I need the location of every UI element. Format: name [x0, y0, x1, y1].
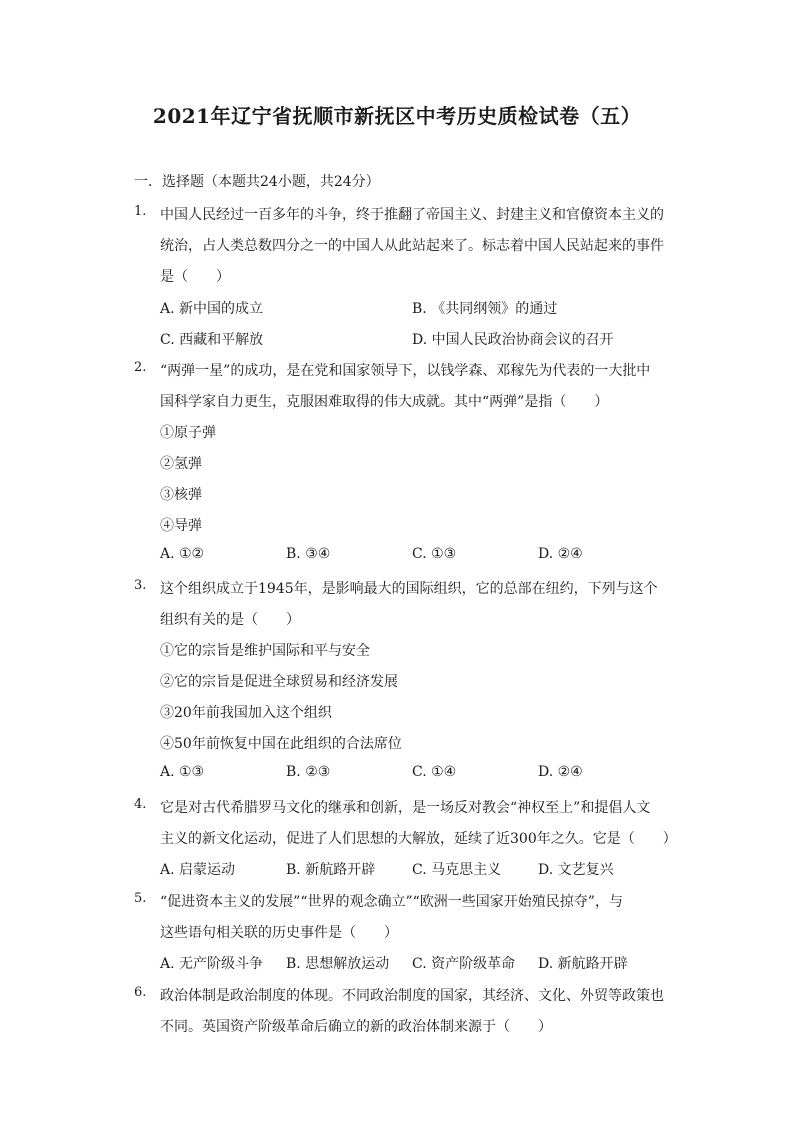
question-text-line: 统治，占人类总数四分之一的中国人从此站起来了。标志着中国人民站起来的事件: [160, 238, 664, 254]
option-d: D. ②④: [538, 546, 583, 562]
option-d: D. 中国人民政治协商会议的召开: [412, 332, 614, 348]
option-a: A. 无产阶级斗争: [160, 956, 264, 972]
option-c: C. ①③: [412, 546, 457, 562]
question-text-line: 主义的新文化运动，促进了人们思想的大解放，延续了近300年之久。它是（ ）: [160, 831, 677, 847]
option-d: D. ②④: [538, 764, 583, 780]
statement-item: ②它的宗旨是促进全球贸易和经济发展: [160, 674, 398, 690]
question-text-line: 是（ ）: [160, 269, 230, 285]
section-heading: 一．选择题（本题共24小题，共24分）: [134, 174, 380, 190]
question-text-line: 国科学家自力更生，克服困难取得的伟大成就。其中“两弹”是指（ ）: [160, 394, 609, 410]
question-number: 2.: [134, 360, 147, 375]
option-c: C. 资产阶级革命: [412, 956, 516, 972]
question-text-line: “促进资本主义的发展”“世界的观念确立”“欧洲一些国家开始殖民掠夺”，与: [160, 894, 623, 910]
option-c: C. 西藏和平解放: [160, 332, 264, 348]
statement-item: ②氢弹: [160, 456, 202, 472]
question-number: 3.: [134, 578, 147, 593]
option-b: B. ③④: [286, 546, 331, 562]
question-text-line: 政治体制是政治制度的体现。不同政治制度的国家，其经济、文化、外贸等政策也: [160, 988, 664, 1004]
option-d: D. 文艺复兴: [538, 862, 614, 878]
question-text-line: 不同。英国资产阶级革命后确立的新的政治体制来源于（ ）: [160, 1019, 552, 1035]
page-title: 2021年辽宁省抚顺市新抚区中考历史质检试卷（五）: [152, 104, 642, 128]
option-a: A. ①③: [160, 764, 205, 780]
option-a: A. 新中国的成立: [160, 301, 264, 317]
option-c: C. ①④: [412, 764, 457, 780]
option-b: B. 思想解放运动: [286, 956, 390, 972]
statement-item: ①原子弹: [160, 425, 216, 441]
option-b: B. ②③: [286, 764, 331, 780]
question-text-line: 组织有关的是（ ）: [160, 612, 300, 628]
option-c: C. 马克思主义: [412, 862, 502, 878]
question-text-line: 中国人民经过一百多年的斗争，终于推翻了帝国主义、封建主义和官僚资本主义的: [160, 207, 664, 223]
statement-item: ④导弹: [160, 518, 202, 534]
statement-item: ③20年前我国加入这个组织: [160, 705, 332, 721]
option-b: B. 《共同纲领》的通过: [412, 301, 558, 317]
statement-item: ④50年前恢复中国在此组织的合法席位: [160, 736, 402, 752]
question-number: 6.: [134, 985, 147, 1000]
option-a: A. ①②: [160, 546, 205, 562]
question-text-line: “两弹一星”的成功，是在党和国家领导下，以钱学森、邓稼先为代表的一大批中: [160, 363, 651, 379]
question-text-line: 这些语句相关联的历史事件是（ ）: [160, 925, 398, 941]
option-d: D. 新航路开辟: [538, 956, 628, 972]
question-text-line: 它是对古代希腊罗马文化的继承和创新，是一场反对教会“神权至上”和提倡人文: [160, 800, 651, 816]
statement-item: ③核弹: [160, 487, 202, 503]
question-number: 4.: [134, 797, 147, 812]
question-text-line: 这个组织成立于1945年，是影响最大的国际组织，它的总部在纽约，下列与这个: [160, 581, 658, 597]
statement-item: ①它的宗旨是维护国际和平与安全: [160, 643, 370, 659]
question-number: 5.: [134, 891, 147, 906]
question-number: 1.: [134, 204, 147, 219]
option-b: B. 新航路开辟: [286, 862, 376, 878]
option-a: A. 启蒙运动: [160, 862, 236, 878]
